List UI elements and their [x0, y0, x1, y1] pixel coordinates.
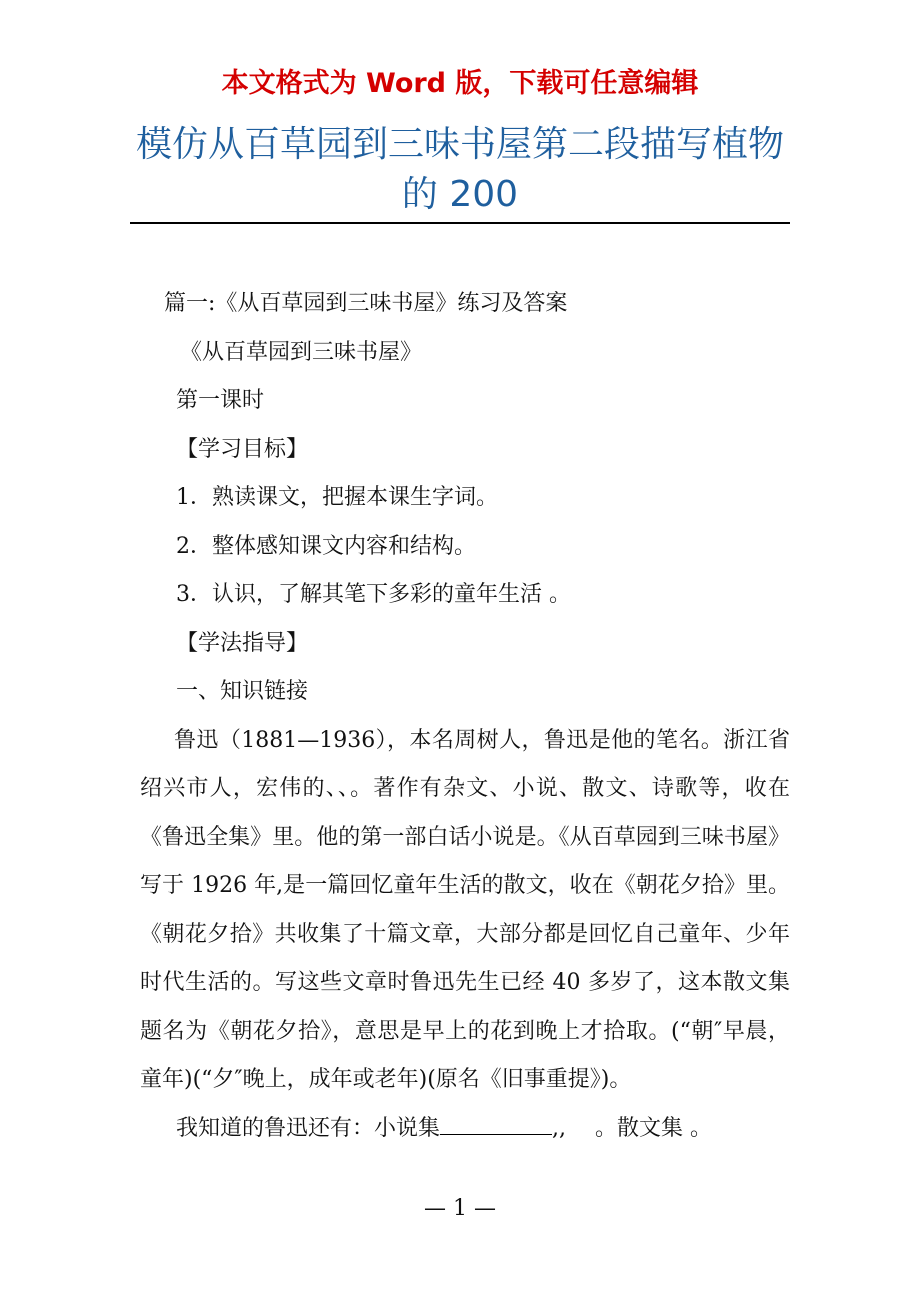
method-heading: 【学法指导】 [176, 630, 309, 656]
fill-in-prefix: 我知道的鲁迅还有：小说集 [176, 1115, 441, 1141]
page-number: — 1 — [424, 1196, 496, 1221]
intro-paragraph: 鲁迅（1881—1936），本名周树人，鲁迅是他的笔名。浙江省绍兴市人，宏伟的、、。著作有杂文、小说、散文、诗歌等，收在《鲁迅全集》里。他的第一部白话小说是。《从百草园到三味书屋》写于 1926 年,是一篇回忆童年生活的散文，收在《朝花夕拾》里。《朝花夕拾》共收集了十篇文章，大部分都是回忆自己童年、少年时代生活的。写这些文章时鲁迅先生已经 40 多岁了，这本散文集题名为《朝花夕拾》，意思是早上的花到晚上才拾取。(“朝″早晨，童年)(“夕″晚上，成年或老年)(原名《旧事重提》)。 [140, 727, 790, 1092]
fill-in-line [140, 1105, 790, 1154]
format-banner: 本文格式为 Word 版，下载可任意编辑 [221, 68, 699, 99]
knowledge-heading: 一、知识链接 [176, 679, 309, 704]
section-heading: 篇一:《从百草园到三味书屋》练习及答案 [164, 291, 568, 316]
title-divider [130, 222, 790, 224]
goals-heading: 【学习目标】 [176, 436, 309, 462]
lesson-label: 第一课时 [176, 388, 265, 413]
title-line-1: 模仿从百草园到三味书屋第二段描写植物 [135, 124, 784, 165]
text-title: 《从百草园到三味书屋》 [180, 339, 423, 365]
document-title [100, 120, 820, 220]
goal-item-2: 2．整体感知课文内容和结构。 [176, 533, 476, 559]
title-line-2: 的 200 [401, 174, 519, 215]
goal-item-1: 1．熟读课文，把握本课生字词。 [176, 485, 498, 510]
document-body [140, 280, 790, 1153]
fill-in-suffix: ,, 。散文集 。 [552, 1115, 712, 1141]
answer-blank[interactable] [440, 1112, 552, 1135]
goal-item-3: 3．认识，了解其笔下多彩的童年生活 。 [176, 582, 571, 607]
